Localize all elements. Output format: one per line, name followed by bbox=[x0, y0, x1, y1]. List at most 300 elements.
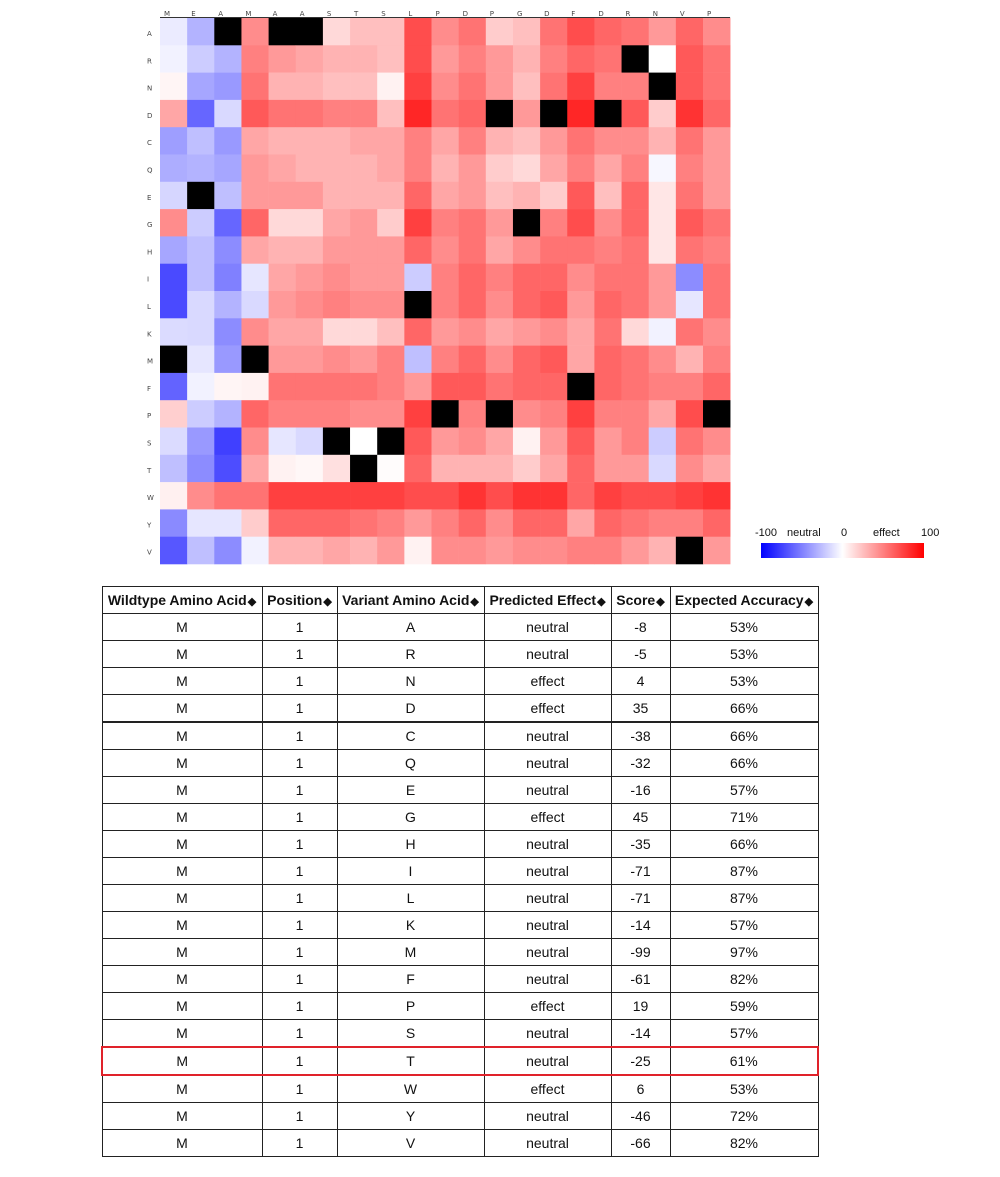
heatmap-cell[interactable] bbox=[160, 400, 187, 428]
heatmap-cell[interactable] bbox=[323, 318, 350, 346]
heatmap-cell[interactable] bbox=[187, 537, 214, 565]
heatmap-cell[interactable] bbox=[567, 73, 594, 101]
heatmap-cell[interactable] bbox=[160, 537, 187, 565]
heatmap-cell[interactable] bbox=[377, 509, 404, 537]
heatmap-cell[interactable] bbox=[540, 73, 567, 101]
heatmap-cell[interactable] bbox=[594, 182, 621, 210]
heatmap-cell[interactable] bbox=[540, 45, 567, 73]
heatmap-cell[interactable] bbox=[269, 127, 296, 155]
heatmap-cell[interactable] bbox=[160, 209, 187, 237]
heatmap-cell[interactable] bbox=[404, 482, 431, 510]
heatmap-cell[interactable] bbox=[622, 264, 649, 292]
heatmap-cell[interactable] bbox=[350, 400, 377, 428]
heatmap-cell[interactable] bbox=[404, 45, 431, 73]
heatmap-cell[interactable] bbox=[486, 182, 513, 210]
heatmap-cell[interactable] bbox=[432, 482, 459, 510]
heatmap-cell[interactable] bbox=[296, 45, 323, 73]
column-header-predicted-effect[interactable] bbox=[484, 587, 611, 614]
heatmap-cell-wildtype[interactable] bbox=[323, 428, 350, 456]
heatmap-cell[interactable] bbox=[269, 236, 296, 264]
table-row[interactable] bbox=[102, 668, 818, 695]
heatmap-cell[interactable] bbox=[513, 428, 540, 456]
heatmap-cell[interactable] bbox=[513, 100, 540, 128]
table-row[interactable] bbox=[102, 722, 818, 750]
heatmap-cell[interactable] bbox=[241, 45, 268, 73]
heatmap-cell[interactable] bbox=[432, 209, 459, 237]
heatmap-cell[interactable] bbox=[323, 509, 350, 537]
heatmap-cell[interactable] bbox=[296, 428, 323, 456]
heatmap-cell[interactable] bbox=[540, 264, 567, 292]
heatmap-cell[interactable] bbox=[187, 428, 214, 456]
heatmap-cell[interactable] bbox=[296, 400, 323, 428]
heatmap-cell[interactable] bbox=[323, 400, 350, 428]
heatmap-cell[interactable] bbox=[486, 18, 513, 46]
heatmap-cell[interactable] bbox=[486, 73, 513, 101]
heatmap-cell[interactable] bbox=[432, 455, 459, 483]
heatmap-cell[interactable] bbox=[214, 428, 241, 456]
heatmap-cell[interactable] bbox=[323, 482, 350, 510]
heatmap-cell[interactable] bbox=[486, 318, 513, 346]
heatmap-cell[interactable] bbox=[214, 291, 241, 319]
table-row[interactable] bbox=[102, 750, 818, 777]
heatmap-cell[interactable] bbox=[323, 455, 350, 483]
heatmap-cell[interactable] bbox=[567, 346, 594, 374]
heatmap-cell[interactable] bbox=[703, 209, 730, 237]
heatmap-cell[interactable] bbox=[703, 182, 730, 210]
heatmap-cell[interactable] bbox=[377, 236, 404, 264]
heatmap-cell[interactable] bbox=[459, 18, 486, 46]
heatmap-cell[interactable] bbox=[432, 127, 459, 155]
heatmap-cell[interactable] bbox=[649, 182, 676, 210]
heatmap-cell[interactable] bbox=[323, 127, 350, 155]
heatmap-cell[interactable] bbox=[160, 182, 187, 210]
heatmap-cell[interactable] bbox=[703, 100, 730, 128]
heatmap-cell[interactable] bbox=[703, 509, 730, 537]
heatmap-cell[interactable] bbox=[649, 400, 676, 428]
heatmap-cell[interactable] bbox=[676, 482, 703, 510]
heatmap-cell-wildtype[interactable] bbox=[703, 400, 730, 428]
heatmap-cell[interactable] bbox=[214, 264, 241, 292]
sort-icon[interactable]: ◆ bbox=[470, 596, 479, 608]
heatmap-cell[interactable] bbox=[459, 182, 486, 210]
heatmap-cell[interactable] bbox=[404, 73, 431, 101]
heatmap-cell[interactable] bbox=[540, 373, 567, 401]
heatmap-cell[interactable] bbox=[703, 45, 730, 73]
heatmap-cell[interactable] bbox=[269, 318, 296, 346]
heatmap-cell[interactable] bbox=[214, 346, 241, 374]
heatmap-cell[interactable] bbox=[377, 100, 404, 128]
heatmap-cell[interactable] bbox=[404, 373, 431, 401]
heatmap-cell[interactable] bbox=[187, 400, 214, 428]
sort-icon[interactable]: ◆ bbox=[597, 596, 606, 608]
heatmap-cell[interactable] bbox=[486, 209, 513, 237]
heatmap-cell[interactable] bbox=[377, 155, 404, 183]
table-row[interactable] bbox=[102, 993, 818, 1020]
heatmap-cell[interactable] bbox=[486, 346, 513, 374]
heatmap-cell[interactable] bbox=[323, 236, 350, 264]
heatmap-cell[interactable] bbox=[377, 73, 404, 101]
heatmap-cell[interactable] bbox=[540, 428, 567, 456]
heatmap-cell[interactable] bbox=[567, 428, 594, 456]
heatmap-cell[interactable] bbox=[513, 236, 540, 264]
heatmap-cell[interactable] bbox=[459, 346, 486, 374]
heatmap-cell[interactable] bbox=[594, 73, 621, 101]
heatmap-cell[interactable] bbox=[513, 182, 540, 210]
heatmap-cell[interactable] bbox=[622, 236, 649, 264]
heatmap-cell[interactable] bbox=[187, 236, 214, 264]
heatmap-cell[interactable] bbox=[241, 537, 268, 565]
heatmap-cell[interactable] bbox=[323, 209, 350, 237]
column-header-expected-accuracy[interactable] bbox=[670, 587, 818, 614]
heatmap-cell[interactable] bbox=[187, 455, 214, 483]
heatmap-cell[interactable] bbox=[703, 291, 730, 319]
heatmap-cell[interactable] bbox=[676, 373, 703, 401]
heatmap-cell[interactable] bbox=[459, 236, 486, 264]
heatmap-cell[interactable] bbox=[269, 182, 296, 210]
heatmap-cell[interactable] bbox=[160, 127, 187, 155]
heatmap-cell[interactable] bbox=[241, 100, 268, 128]
heatmap-cell[interactable] bbox=[160, 45, 187, 73]
table-row[interactable] bbox=[102, 1020, 818, 1048]
heatmap-cell[interactable] bbox=[350, 318, 377, 346]
heatmap-cell[interactable] bbox=[594, 373, 621, 401]
heatmap-cell[interactable] bbox=[187, 346, 214, 374]
heatmap-cell[interactable] bbox=[432, 373, 459, 401]
heatmap-cell[interactable] bbox=[214, 400, 241, 428]
heatmap-cell[interactable] bbox=[594, 428, 621, 456]
heatmap-cell[interactable] bbox=[350, 509, 377, 537]
heatmap-cell[interactable] bbox=[404, 209, 431, 237]
heatmap-cell[interactable] bbox=[377, 346, 404, 374]
table-row[interactable] bbox=[102, 695, 818, 723]
heatmap-cell[interactable] bbox=[703, 264, 730, 292]
heatmap-cell[interactable] bbox=[513, 18, 540, 46]
heatmap-cell[interactable] bbox=[486, 264, 513, 292]
heatmap-cell[interactable] bbox=[703, 155, 730, 183]
heatmap-cell[interactable] bbox=[649, 428, 676, 456]
column-header-score[interactable] bbox=[611, 587, 670, 614]
heatmap-cell[interactable] bbox=[296, 236, 323, 264]
column-header-position[interactable] bbox=[262, 587, 337, 614]
heatmap-cell-wildtype[interactable] bbox=[214, 18, 241, 46]
heatmap-cell[interactable] bbox=[323, 346, 350, 374]
heatmap-cell[interactable] bbox=[241, 236, 268, 264]
heatmap-cell[interactable] bbox=[649, 209, 676, 237]
table-row-selected[interactable] bbox=[102, 1047, 818, 1075]
heatmap-cell[interactable] bbox=[404, 400, 431, 428]
heatmap-cell[interactable] bbox=[296, 264, 323, 292]
heatmap-cell[interactable] bbox=[703, 73, 730, 101]
heatmap-cell[interactable] bbox=[296, 182, 323, 210]
heatmap-cell[interactable] bbox=[567, 318, 594, 346]
heatmap-cell[interactable] bbox=[649, 45, 676, 73]
heatmap-cell-wildtype[interactable] bbox=[567, 373, 594, 401]
heatmap-cell[interactable] bbox=[160, 100, 187, 128]
heatmap-cell[interactable] bbox=[594, 236, 621, 264]
heatmap-cell[interactable] bbox=[594, 18, 621, 46]
heatmap-cell[interactable] bbox=[432, 182, 459, 210]
heatmap-cell[interactable] bbox=[187, 100, 214, 128]
heatmap-cell[interactable] bbox=[540, 509, 567, 537]
heatmap-cell[interactable] bbox=[486, 373, 513, 401]
heatmap-cell[interactable] bbox=[241, 264, 268, 292]
heatmap-cell[interactable] bbox=[622, 428, 649, 456]
heatmap-cell[interactable] bbox=[350, 127, 377, 155]
heatmap-cell[interactable] bbox=[214, 318, 241, 346]
heatmap-cell[interactable] bbox=[513, 264, 540, 292]
column-header-wildtype[interactable] bbox=[102, 587, 262, 614]
sort-icon[interactable]: ◆ bbox=[323, 596, 332, 608]
heatmap-cell[interactable] bbox=[160, 482, 187, 510]
heatmap-cell[interactable] bbox=[513, 127, 540, 155]
heatmap-cell[interactable] bbox=[269, 264, 296, 292]
heatmap-cell[interactable] bbox=[377, 537, 404, 565]
table-row[interactable] bbox=[102, 614, 818, 641]
heatmap-cell[interactable] bbox=[377, 45, 404, 73]
heatmap-cell[interactable] bbox=[432, 73, 459, 101]
heatmap-cell[interactable] bbox=[540, 155, 567, 183]
heatmap-cell[interactable] bbox=[459, 264, 486, 292]
heatmap-cell[interactable] bbox=[296, 318, 323, 346]
heatmap-cell[interactable] bbox=[323, 182, 350, 210]
heatmap-cell[interactable] bbox=[703, 373, 730, 401]
heatmap-cell[interactable] bbox=[594, 537, 621, 565]
heatmap-cell[interactable] bbox=[703, 482, 730, 510]
heatmap-cell[interactable] bbox=[622, 455, 649, 483]
heatmap-cell[interactable] bbox=[432, 45, 459, 73]
heatmap-cell[interactable] bbox=[269, 428, 296, 456]
heatmap-cell[interactable] bbox=[214, 455, 241, 483]
heatmap-cell[interactable] bbox=[622, 73, 649, 101]
heatmap-cell[interactable] bbox=[377, 318, 404, 346]
heatmap-cell[interactable] bbox=[377, 127, 404, 155]
heatmap-cell[interactable] bbox=[594, 455, 621, 483]
heatmap-cell[interactable] bbox=[350, 182, 377, 210]
heatmap-cell[interactable] bbox=[269, 155, 296, 183]
heatmap-cell[interactable] bbox=[676, 509, 703, 537]
heatmap-cells[interactable] bbox=[160, 18, 730, 564]
heatmap-cell[interactable] bbox=[622, 318, 649, 346]
heatmap-cell[interactable] bbox=[594, 346, 621, 374]
heatmap-cell[interactable] bbox=[459, 509, 486, 537]
heatmap-cell[interactable] bbox=[594, 127, 621, 155]
heatmap-cell[interactable] bbox=[459, 428, 486, 456]
heatmap-cell[interactable] bbox=[676, 100, 703, 128]
heatmap-cell[interactable] bbox=[323, 373, 350, 401]
heatmap-cell[interactable] bbox=[296, 455, 323, 483]
table-row[interactable] bbox=[102, 966, 818, 993]
heatmap-cell[interactable] bbox=[676, 455, 703, 483]
heatmap-cell[interactable] bbox=[486, 291, 513, 319]
heatmap-cell[interactable] bbox=[459, 155, 486, 183]
sort-icon[interactable]: ◆ bbox=[804, 596, 814, 608]
heatmap-cell[interactable] bbox=[703, 537, 730, 565]
heatmap-cell[interactable] bbox=[486, 127, 513, 155]
heatmap-cell[interactable] bbox=[241, 73, 268, 101]
sort-icon[interactable]: ◆ bbox=[247, 596, 257, 608]
heatmap-cell[interactable] bbox=[513, 45, 540, 73]
table-row[interactable] bbox=[102, 831, 818, 858]
heatmap-cell[interactable] bbox=[214, 482, 241, 510]
heatmap-cell[interactable] bbox=[513, 73, 540, 101]
heatmap-cell[interactable] bbox=[567, 155, 594, 183]
heatmap-cell[interactable] bbox=[187, 73, 214, 101]
heatmap-cell[interactable] bbox=[567, 264, 594, 292]
heatmap-cell[interactable] bbox=[649, 346, 676, 374]
heatmap-cell[interactable] bbox=[241, 18, 268, 46]
heatmap-cell-wildtype[interactable] bbox=[486, 400, 513, 428]
heatmap-cell[interactable] bbox=[350, 236, 377, 264]
heatmap-cell[interactable] bbox=[703, 428, 730, 456]
heatmap-cell[interactable] bbox=[241, 373, 268, 401]
heatmap-cell[interactable] bbox=[269, 73, 296, 101]
heatmap-cell[interactable] bbox=[540, 127, 567, 155]
heatmap-cell[interactable] bbox=[513, 509, 540, 537]
heatmap-cell[interactable] bbox=[649, 291, 676, 319]
heatmap-cell[interactable] bbox=[649, 455, 676, 483]
heatmap-cell[interactable] bbox=[377, 264, 404, 292]
heatmap-cell[interactable] bbox=[160, 73, 187, 101]
heatmap-cell[interactable] bbox=[676, 346, 703, 374]
heatmap-cell[interactable] bbox=[241, 155, 268, 183]
heatmap-cell[interactable] bbox=[676, 127, 703, 155]
heatmap-cell[interactable] bbox=[649, 127, 676, 155]
heatmap-cell[interactable] bbox=[676, 73, 703, 101]
heatmap-cell[interactable] bbox=[214, 45, 241, 73]
heatmap-cell[interactable] bbox=[160, 155, 187, 183]
heatmap-cell[interactable] bbox=[187, 318, 214, 346]
heatmap-cell[interactable] bbox=[486, 155, 513, 183]
heatmap-cell[interactable] bbox=[187, 291, 214, 319]
heatmap-cell-wildtype[interactable] bbox=[350, 455, 377, 483]
heatmap-cell[interactable] bbox=[459, 455, 486, 483]
heatmap-cell[interactable] bbox=[160, 373, 187, 401]
heatmap-cell[interactable] bbox=[567, 509, 594, 537]
heatmap-cell-wildtype[interactable] bbox=[269, 18, 296, 46]
heatmap-cell[interactable] bbox=[513, 318, 540, 346]
heatmap-cell[interactable] bbox=[513, 400, 540, 428]
heatmap-cell[interactable] bbox=[377, 18, 404, 46]
heatmap-cell[interactable] bbox=[567, 182, 594, 210]
heatmap-cell[interactable] bbox=[432, 264, 459, 292]
heatmap-cell[interactable] bbox=[214, 127, 241, 155]
heatmap-cell[interactable] bbox=[540, 18, 567, 46]
table-row[interactable] bbox=[102, 912, 818, 939]
heatmap-cell[interactable] bbox=[187, 18, 214, 46]
heatmap-cell[interactable] bbox=[350, 100, 377, 128]
heatmap-cell[interactable] bbox=[269, 455, 296, 483]
heatmap-cell[interactable] bbox=[676, 155, 703, 183]
heatmap-cell[interactable] bbox=[594, 482, 621, 510]
heatmap-cell[interactable] bbox=[214, 209, 241, 237]
heatmap-cell[interactable] bbox=[241, 455, 268, 483]
heatmap-cell[interactable] bbox=[187, 155, 214, 183]
heatmap-cell[interactable] bbox=[269, 100, 296, 128]
heatmap-cell[interactable] bbox=[377, 291, 404, 319]
heatmap-cell[interactable] bbox=[404, 537, 431, 565]
heatmap-cell[interactable] bbox=[323, 45, 350, 73]
heatmap-cell[interactable] bbox=[676, 18, 703, 46]
heatmap-cell[interactable] bbox=[459, 318, 486, 346]
heatmap-cell[interactable] bbox=[540, 182, 567, 210]
heatmap-cell[interactable] bbox=[567, 291, 594, 319]
heatmap-cell[interactable] bbox=[350, 346, 377, 374]
heatmap-cell-wildtype[interactable] bbox=[594, 100, 621, 128]
heatmap-cell[interactable] bbox=[241, 509, 268, 537]
heatmap-cell[interactable] bbox=[649, 264, 676, 292]
heatmap-cell[interactable] bbox=[540, 455, 567, 483]
heatmap-cell[interactable] bbox=[567, 100, 594, 128]
heatmap-cell[interactable] bbox=[296, 73, 323, 101]
heatmap-cell[interactable] bbox=[703, 18, 730, 46]
heatmap-cell[interactable] bbox=[241, 318, 268, 346]
heatmap-cell[interactable] bbox=[703, 346, 730, 374]
heatmap-cell[interactable] bbox=[594, 291, 621, 319]
heatmap-cell[interactable] bbox=[404, 428, 431, 456]
heatmap-cell[interactable] bbox=[459, 291, 486, 319]
heatmap-cell[interactable] bbox=[459, 45, 486, 73]
heatmap-cell[interactable] bbox=[594, 318, 621, 346]
heatmap-cell[interactable] bbox=[187, 264, 214, 292]
table-row[interactable] bbox=[102, 1130, 818, 1157]
heatmap-cell[interactable] bbox=[513, 346, 540, 374]
heatmap-cell[interactable] bbox=[187, 373, 214, 401]
heatmap-cell[interactable] bbox=[241, 127, 268, 155]
heatmap-cell[interactable] bbox=[350, 155, 377, 183]
heatmap-cell[interactable] bbox=[594, 209, 621, 237]
heatmap-cell[interactable] bbox=[269, 509, 296, 537]
heatmap-cell[interactable] bbox=[377, 373, 404, 401]
heatmap-cell[interactable] bbox=[459, 127, 486, 155]
heatmap-cell[interactable] bbox=[567, 400, 594, 428]
heatmap-cell[interactable] bbox=[377, 400, 404, 428]
table-row[interactable] bbox=[102, 1075, 818, 1103]
heatmap-cell[interactable] bbox=[241, 428, 268, 456]
heatmap-cell[interactable] bbox=[160, 236, 187, 264]
heatmap-cell[interactable] bbox=[350, 291, 377, 319]
heatmap-cell[interactable] bbox=[540, 537, 567, 565]
heatmap-cell[interactable] bbox=[676, 182, 703, 210]
heatmap-cell[interactable] bbox=[622, 155, 649, 183]
heatmap-cell[interactable] bbox=[296, 537, 323, 565]
heatmap-cell[interactable] bbox=[350, 264, 377, 292]
heatmap-cell[interactable] bbox=[622, 400, 649, 428]
heatmap-cell[interactable] bbox=[567, 537, 594, 565]
heatmap-cell[interactable] bbox=[676, 45, 703, 73]
heatmap-cell[interactable] bbox=[160, 428, 187, 456]
heatmap-cell[interactable] bbox=[567, 18, 594, 46]
heatmap-cell[interactable] bbox=[703, 127, 730, 155]
heatmap-cell[interactable] bbox=[241, 482, 268, 510]
heatmap-cell[interactable] bbox=[377, 209, 404, 237]
heatmap-cell[interactable] bbox=[649, 155, 676, 183]
heatmap-cell[interactable] bbox=[296, 155, 323, 183]
heatmap-cell[interactable] bbox=[540, 482, 567, 510]
heatmap-cell[interactable] bbox=[540, 318, 567, 346]
heatmap-cell[interactable] bbox=[676, 264, 703, 292]
heatmap-cell-wildtype[interactable] bbox=[649, 73, 676, 101]
heatmap-cell[interactable] bbox=[432, 100, 459, 128]
heatmap-cell[interactable] bbox=[649, 537, 676, 565]
heatmap-cell[interactable] bbox=[160, 264, 187, 292]
heatmap-cell[interactable] bbox=[622, 373, 649, 401]
heatmap-cell[interactable] bbox=[513, 482, 540, 510]
heatmap-cell[interactable] bbox=[513, 155, 540, 183]
heatmap-cell[interactable] bbox=[540, 291, 567, 319]
heatmap-cell[interactable] bbox=[269, 373, 296, 401]
heatmap-cell[interactable] bbox=[459, 482, 486, 510]
heatmap-cell-wildtype[interactable] bbox=[622, 45, 649, 73]
